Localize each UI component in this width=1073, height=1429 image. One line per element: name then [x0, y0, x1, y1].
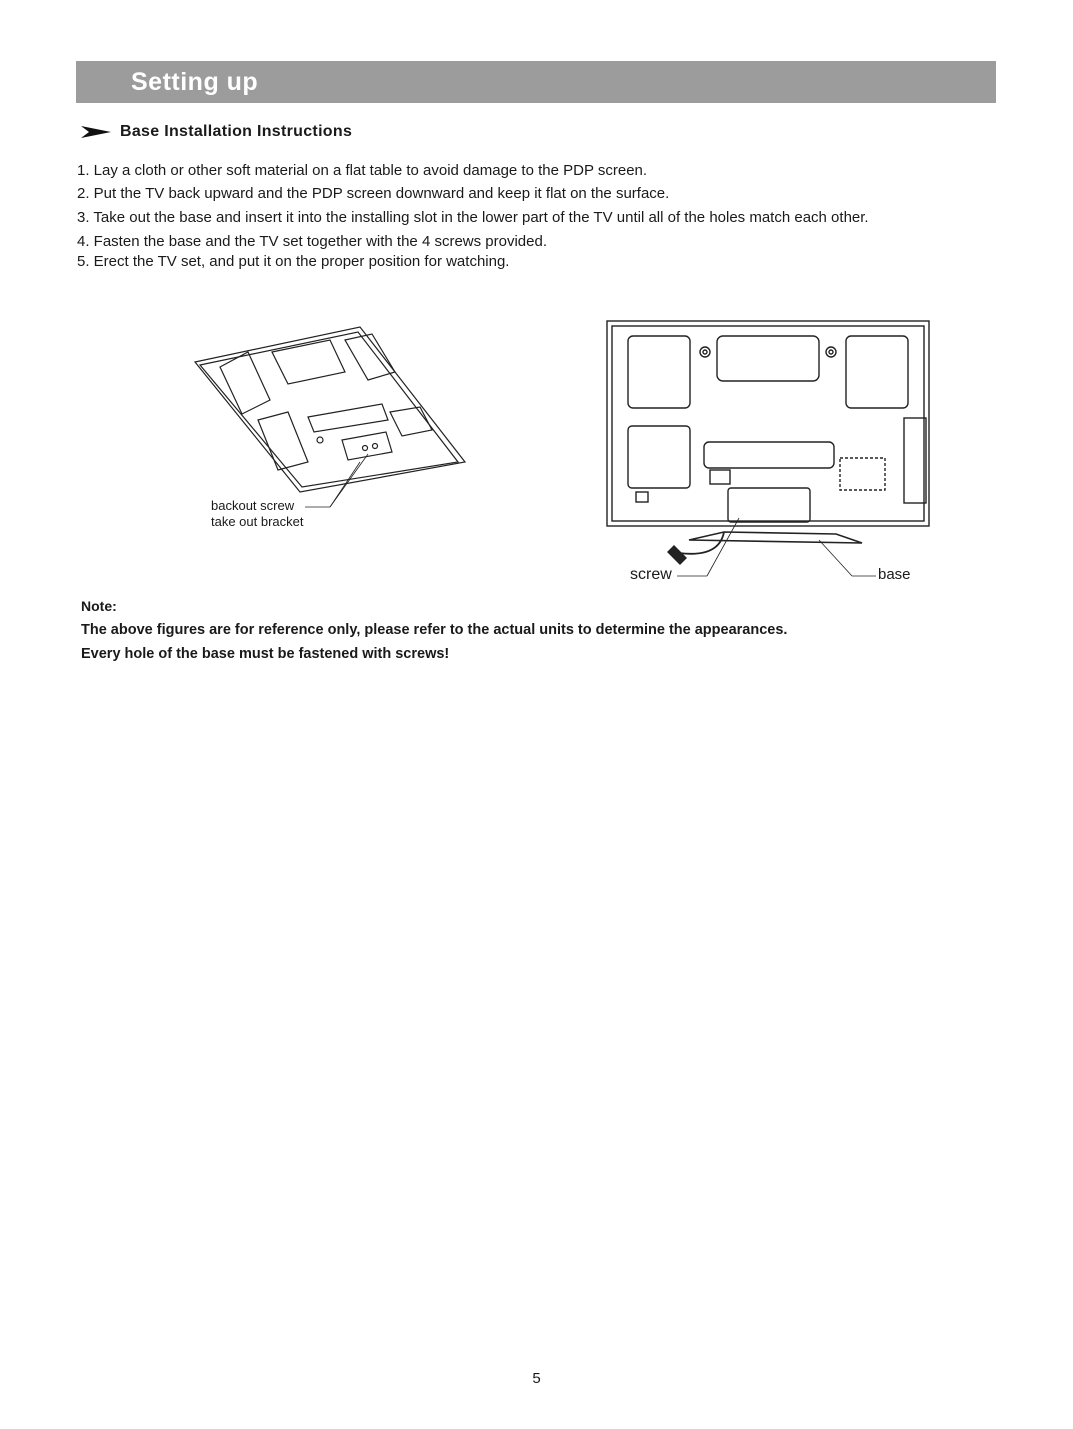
instruction-step: 1. Lay a cloth or other soft material on a flat table to avoid damage to the PDP screen.	[77, 162, 648, 179]
tv-back-front-illustration	[604, 318, 934, 588]
page-title: Setting up	[131, 68, 259, 96]
backout-screw-label: backout screw	[211, 498, 295, 513]
note-line: Every hole of the base must be fastened with screws!	[81, 646, 450, 662]
instruction-step: 5. Erect the TV set, and put it on the proper position for watching.	[77, 253, 510, 270]
take-out-bracket-label: take out bracket	[211, 514, 304, 529]
section-heading	[80, 121, 352, 143]
note-label: Note:	[81, 598, 117, 614]
page-number: 5	[532, 1370, 541, 1387]
header-bar	[76, 61, 996, 103]
instruction-step: 4. Fasten the base and the TV set together with the 4 screws provided.	[77, 233, 547, 250]
instruction-step: 3. Take out the base and insert it into the installing slot in the lower part of the TV until all of the holes match each other.	[77, 209, 869, 226]
section-title: Base Installation Instructions	[120, 123, 353, 140]
arrow-right-icon	[80, 125, 112, 139]
base-label: base	[878, 566, 911, 583]
instruction-step: 2. Put the TV back upward and the PDP screen downward and keep it flat on the surface.	[77, 185, 670, 202]
note-line: The above figures are for reference only, please refer to the actual units to determine the appearances.	[81, 622, 788, 638]
screw-label: screw	[630, 566, 672, 583]
